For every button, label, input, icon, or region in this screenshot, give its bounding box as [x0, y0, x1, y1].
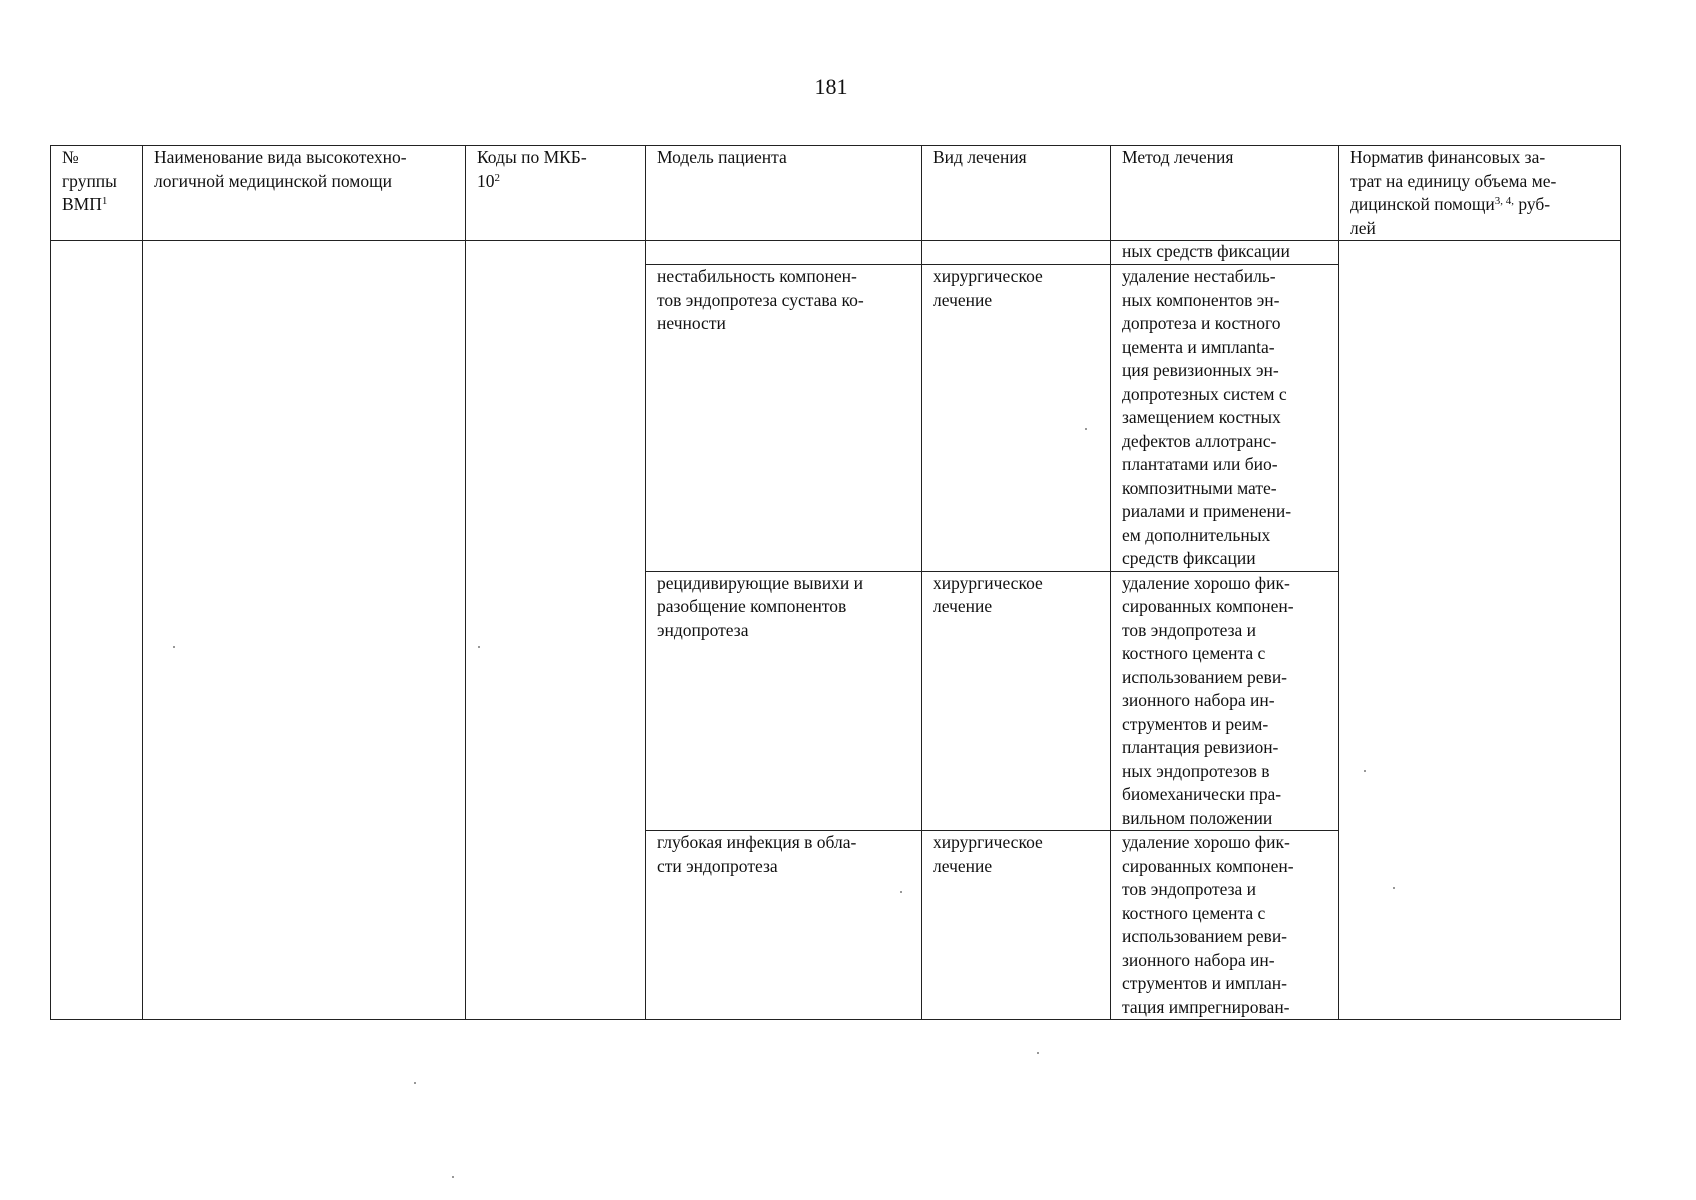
cell-treatment-type: хирургическое лечение [922, 831, 1111, 1020]
header-patient-model: Модель пациента [646, 146, 922, 241]
header-care-type-name: Наименование вида высокотехно- логичной медицинской помощи [143, 146, 466, 241]
header-group-number: № группы ВМП$^1$ [51, 146, 143, 241]
cell-care-type-name [143, 241, 466, 1020]
cell-patient-model: глубокая инфекция в обла- сти эндопротеза [646, 831, 922, 1020]
header-cost-standard: Норматив финансовых за- трат на единицу объема ме- дицинской помощи$^{3, 4,}$ руб- лей [1339, 146, 1621, 241]
cell-treatment-type [922, 241, 1111, 265]
cell-treatment-type: хирургическое лечение [922, 265, 1111, 572]
scan-speck [1364, 770, 1366, 772]
page-number: 181 [814, 74, 848, 99]
scan-speck [173, 646, 175, 648]
cell-group-number [51, 241, 143, 1020]
table-header-row [51, 146, 1621, 241]
cell-icd-codes [466, 241, 646, 1020]
cell-patient-model [646, 241, 922, 265]
header-treatment-type: Вид лечения [922, 146, 1111, 241]
treatment-table [50, 145, 1621, 1020]
cell-treatment-method: удаление нестабиль- ных компонентов эн- допротеза и костного цемента и имплanta- ция ревизионных эн- допротезных систем с замещением костных дефектов аллотранс- плантатами или био- композитными мате- риалами и применени- ем дополнительных средств фиксации [1111, 265, 1339, 572]
cell-treatment-method: ных средств фиксации [1111, 241, 1339, 265]
scan-speck [1085, 428, 1087, 430]
cell-treatment-method: удаление хорошо фик- сированных компонен- тов эндопротеза и костного цемента с использованием реви- зионного набора ин- струментов и имплан- тация импрегнирован- [1111, 831, 1339, 1020]
cell-treatment-type: хирургическое лечение [922, 571, 1111, 831]
header-treatment-method: Метод лечения [1111, 146, 1339, 241]
scan-speck [452, 1176, 454, 1178]
header-icd-codes: Коды по МКБ- $10^2$ [466, 146, 646, 241]
scan-speck [900, 891, 902, 893]
cell-patient-model: рецидивирующие вывихи и разобщение компонентов эндопротеза [646, 571, 922, 831]
cell-cost-standard [1339, 241, 1621, 1020]
cell-treatment-method: удаление хорошо фик- сированных компонен- тов эндопротеза и костного цемента с использованием реви- зионного набора ин- струментов и реим- плантация ревизион- ных эндопротезов в биомеханически пра- вильном положении [1111, 571, 1339, 831]
scan-speck [1037, 1052, 1039, 1054]
scan-speck [414, 1082, 416, 1084]
table-row [51, 241, 1621, 265]
scan-speck [478, 646, 480, 648]
cell-patient-model: нестабильность компонен- тов эндопротеза сустава ко- нечности [646, 265, 922, 572]
scan-speck [1393, 887, 1395, 889]
